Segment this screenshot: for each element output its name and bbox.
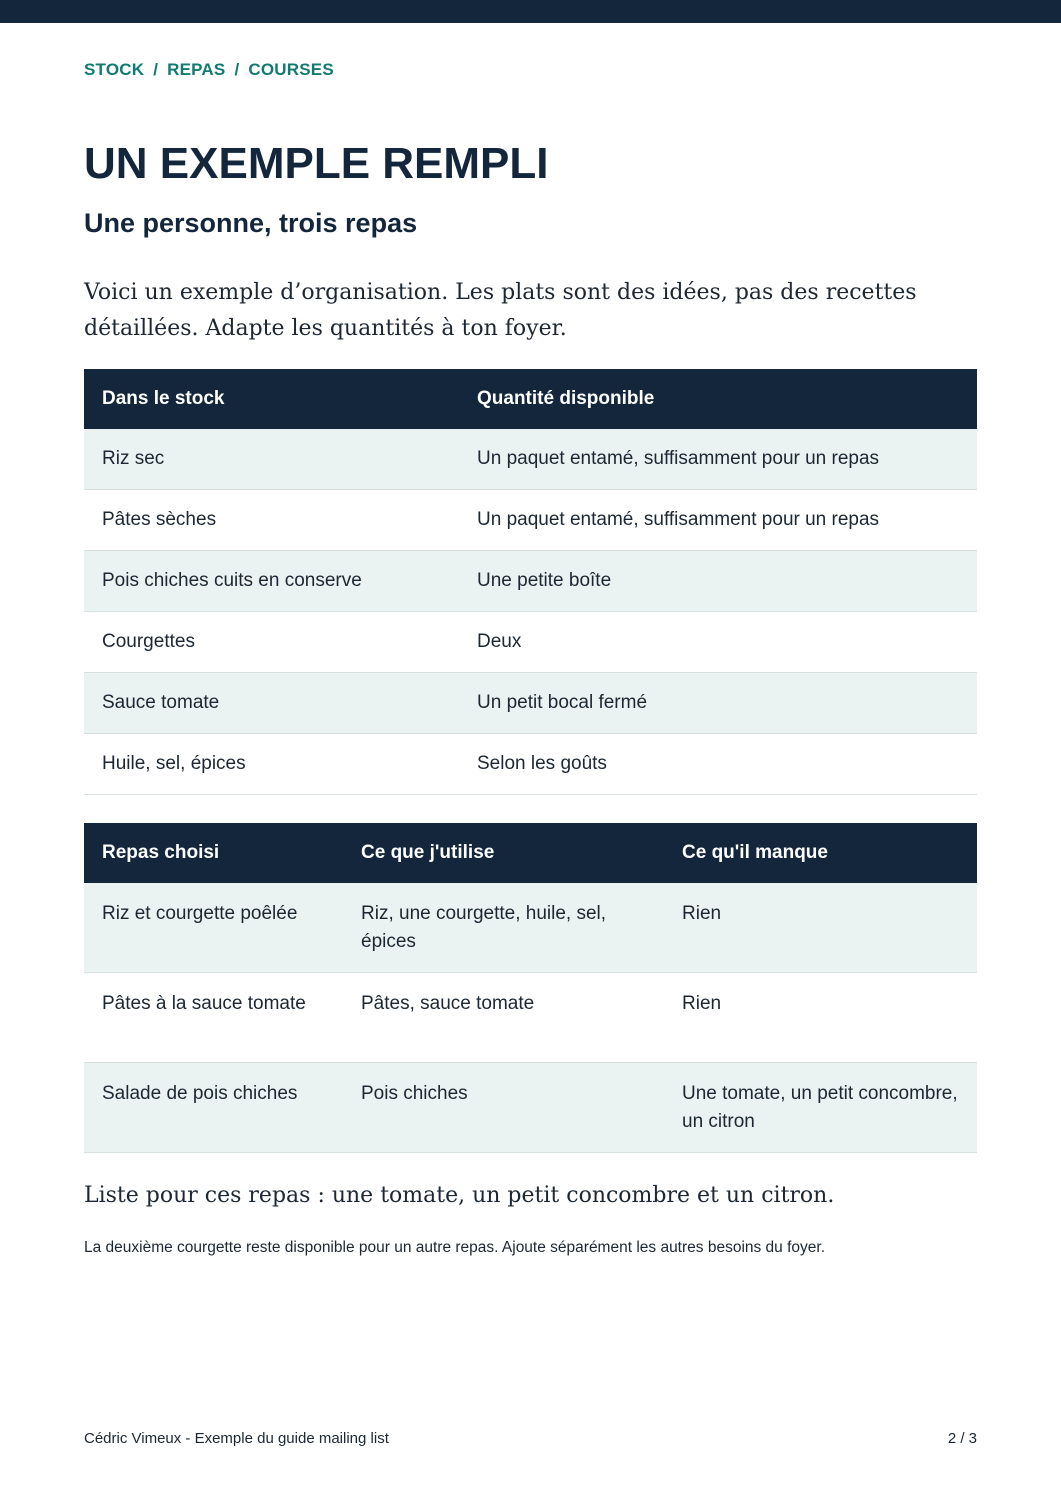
stock-quantity-cell: Deux <box>459 612 977 673</box>
meals-header-used: Ce que j'utilise <box>343 823 664 883</box>
stock-quantity-cell: Un paquet entamé, suffisamment pour un repas <box>459 490 977 551</box>
breadcrumb-item-stock: STOCK <box>84 60 145 79</box>
breadcrumb-separator: / <box>153 60 159 79</box>
footer-credit: Cédric Vimeux - Exemple du guide mailing list <box>84 1430 389 1447</box>
stock-item-cell: Riz sec <box>84 429 459 490</box>
page-subtitle: Une personne, trois repas <box>84 208 418 238</box>
stock-quantity-cell: Une petite boîte <box>459 551 977 612</box>
table-row <box>84 490 977 551</box>
page-number: 2 / 3 <box>947 1430 977 1447</box>
table-row <box>84 429 977 490</box>
used-cell: Pois chiches <box>343 1063 664 1153</box>
used-cell: Pâtes, sauce tomate <box>343 973 664 1063</box>
table-row <box>84 612 977 673</box>
meal-cell: Pâtes à la sauce tomate <box>84 973 343 1063</box>
stock-table-header-row <box>84 369 977 429</box>
missing-cell: Rien <box>664 973 977 1063</box>
footnote: La deuxième courgette reste disponible pour un autre repas. Ajoute séparément les autres besoins du foyer. <box>84 1239 826 1256</box>
stock-quantity-cell: Un petit bocal fermé <box>459 673 977 734</box>
table-row <box>84 551 977 612</box>
stock-header-item: Dans le stock <box>84 369 459 429</box>
table-row <box>84 973 977 1063</box>
stock-item-cell: Huile, sel, épices <box>84 734 459 795</box>
page-title: UN EXEMPLE REMPLI <box>84 139 549 188</box>
breadcrumb-separator: / <box>234 60 240 79</box>
stock-header-quantity: Quantité disponible <box>459 369 977 429</box>
breadcrumb-item-repas: REPAS <box>167 60 226 79</box>
meal-cell: Riz et courgette poêlée <box>84 883 343 973</box>
table-row <box>84 734 977 795</box>
meals-table <box>84 823 977 1153</box>
missing-cell: Rien <box>664 883 977 973</box>
intro-paragraph: Voici un exemple d’organisation. Les plats sont des idées, pas des recettes détaillées. Adapte les quantités à ton foyer. <box>84 280 917 341</box>
used-cell: Riz, une courgette, huile, sel, épices <box>343 883 664 973</box>
stock-quantity-cell: Un paquet entamé, suffisamment pour un repas <box>459 429 977 490</box>
meals-table-header-row <box>84 823 977 883</box>
stock-item-cell: Sauce tomate <box>84 673 459 734</box>
meals-header-missing: Ce qu'il manque <box>664 823 977 883</box>
table-row <box>84 673 977 734</box>
top-bar <box>0 0 1061 23</box>
missing-cell: Une tomate, un petit concombre, un citron <box>664 1063 977 1153</box>
table-row <box>84 1063 977 1153</box>
shopping-list-summary: Liste pour ces repas : une tomate, un petit concombre et un citron. <box>84 1183 835 1208</box>
breadcrumb-item-courses: COURSES <box>248 60 334 79</box>
stock-quantity-cell: Selon les goûts <box>459 734 977 795</box>
stock-item-cell: Courgettes <box>84 612 459 673</box>
stock-item-cell: Pois chiches cuits en conserve <box>84 551 459 612</box>
stock-item-cell: Pâtes sèches <box>84 490 459 551</box>
stock-table <box>84 369 977 795</box>
table-row <box>84 883 977 973</box>
meal-cell: Salade de pois chiches <box>84 1063 343 1153</box>
breadcrumb <box>84 60 334 80</box>
meals-header-meal: Repas choisi <box>84 823 343 883</box>
